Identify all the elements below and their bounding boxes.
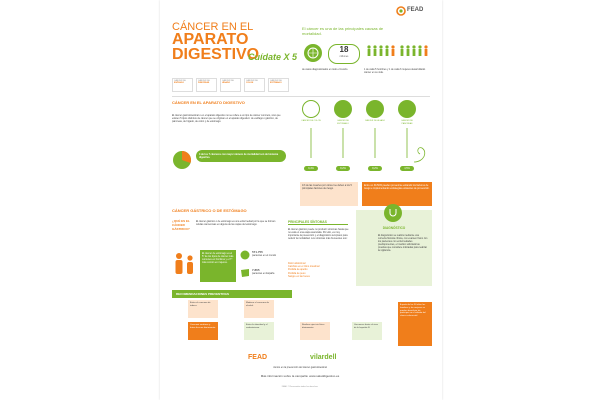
symptom-item: Pérdida de apetito	[288, 268, 308, 272]
diagnosis-box	[356, 210, 432, 286]
stomach-circle	[334, 100, 352, 118]
diagnosis-icon	[384, 204, 402, 222]
spain-stat-number: 7.865	[252, 268, 260, 272]
fead-logo	[396, 6, 436, 16]
pct-colon: 9,4%	[304, 166, 318, 171]
title-line-3: DIGESTIVO	[172, 46, 260, 63]
globe-icon	[304, 44, 322, 62]
footer-more-info[interactable]: Más información sobre la campaña: www.saluddigestivo.es	[260, 374, 340, 378]
tab-higado: CÁNCER DE HÍGADO	[220, 78, 241, 92]
reco-item: Evitar el consumo de tabaco.	[188, 300, 218, 318]
people-icon	[366, 44, 428, 58]
reco-item: Moderar el consumo de alcohol.	[244, 300, 274, 318]
poster	[160, 0, 442, 400]
people-icons	[366, 44, 428, 58]
pancreas-circle	[398, 100, 416, 118]
organ-label-stomach: CÁNCER DE ESTÓMAGO	[337, 120, 349, 125]
intro-text: El cáncer es una de las principales causas de mortalidad.	[302, 26, 384, 36]
gastric-definition: El cáncer gástrico o de estómago es una enfermedad por la que se forman células cancerosas en alguna de las capas del estómago.	[196, 220, 276, 226]
symptom-item: Pérdida de peso	[288, 271, 306, 275]
digestive-heading: CÁNCER EN EL APARATO DIGESTIVO	[172, 100, 245, 105]
fead-logo-text: FEAD	[407, 7, 424, 13]
reco-item: A partir de los 50 años los hombres y las mujeres se pueden beneficiar de participar en el cribado del cáncer colorrectal.	[398, 302, 432, 346]
digestive-text: El cáncer gastrointestinal o en el aparato digestivo no se refiere a un tipo de cáncer concreto, sino que existen 5 tipos distintos de cáncer que se originan en el aparato digestivo: de esófago o gástrico, de páncreas, de hígado, de colon y de estómago.	[172, 114, 281, 123]
spain-stat-text: pacientes en España	[252, 272, 275, 275]
organs-row	[300, 100, 434, 180]
stethoscope-icon	[384, 204, 402, 222]
spain-map-icon	[240, 268, 250, 278]
tab-pancreas: CÁNCER DE PÁNCREAS	[196, 78, 217, 92]
symptom-item: Cambios en el ritmo intestinal	[288, 265, 320, 269]
footer-logos	[248, 354, 358, 366]
cancer-types-row	[172, 78, 289, 92]
pie-chart-icon	[172, 150, 192, 170]
symptom-item: Dolor abdominal	[288, 262, 306, 265]
world-stat-text: pacientes en el mundo	[252, 254, 277, 257]
organ-label-liver: CÁNCER DE HÍGADO	[364, 120, 386, 122]
page-title	[172, 22, 259, 62]
symptom-item: Sangre en las heces	[288, 274, 310, 278]
green-stat-box: El cáncer de estómago es el 5º de los tipos de cáncer más comunes en hombres y el 7º más común en mujeres.	[200, 250, 236, 282]
tab-estomago: CÁNCER DE ESTÓMAGO	[268, 78, 289, 92]
symptoms-text: El cáncer gástrico puede no producir síntomas hasta que no está en una etapa avanzada. Por ello, es muy importante la prevención y el diagnóstico temprano para reducir la mortalidad. Los síntomas más frecuentes son:	[288, 228, 349, 240]
intro-caption-left: de casos diagnosticados en todo el mundo.	[302, 68, 348, 71]
subtitle: Cuídate X 5	[248, 52, 298, 62]
fead-logo-icon	[396, 6, 406, 16]
organ-label-pancreas: CÁNCER DE PÁNCREAS	[401, 120, 413, 125]
gastric-heading: CÁNCER GÁSTRICO O DE ESTÓMAGO	[172, 208, 247, 213]
tab-colon: CÁNCER DE COLON	[244, 78, 265, 92]
diagnosis-title: DIAGNÓSTICO	[382, 226, 406, 230]
liver-circle	[366, 100, 384, 118]
question-box: ¿QUÉ ES EL CÁNCER GÁSTRICO?	[172, 219, 190, 231]
stat-right: Entre un 30-50% pueden prevenirse evitando los factores de riesgo e implementando estrategias existentes de prevención.	[362, 182, 432, 206]
diagnosis-text: El diagnóstico se realiza mediante una correcta historia clínica, con examen físico. En los pacientes con enfermedades predisponentes, el médico solicitará las pruebas que considere indicadas para realizar la vigilancia.	[378, 234, 428, 252]
spain-map	[172, 250, 198, 282]
digestive-callout: 4 de los 7 cánceres con mayor número de mortalidad son del sistema digestivo.	[196, 150, 286, 162]
big-number: 18 millones	[328, 44, 360, 64]
colon-circle	[302, 100, 320, 118]
footer-logo-fead: FEAD	[248, 354, 268, 361]
organ-stems	[300, 128, 434, 168]
divider	[172, 96, 430, 97]
title-line-2: APARATO	[172, 31, 249, 48]
footer-logo-vilardell: vilardell	[310, 354, 337, 361]
title-line-1: CÁNCER EN EL	[172, 21, 254, 33]
reco-item: Vacunarse frente al virus de la hepatitis B	[352, 322, 382, 340]
stat-left: 1/3 de las muertes por cáncer se deben a los 5 principales factores de riesgo.	[300, 182, 358, 206]
pct-liver: 8,2%	[368, 166, 382, 171]
stem-lines	[300, 128, 434, 168]
pie-icon	[172, 150, 192, 170]
symptoms-list	[288, 262, 350, 278]
pct-stomach: 8,2%	[336, 166, 350, 171]
pct-pancreas: 4,5%	[400, 166, 414, 171]
intro-caption-right: 1 de cada 5 hombres y 1 de cada 6 mujeres desarrollarán cáncer en su vida.	[364, 68, 426, 74]
reco-item: Realizar ejercicio físico diariamente.	[300, 322, 330, 340]
footer-tagline: Juntos en la prevención del cáncer gastrointestinal	[273, 366, 327, 369]
world-stat-number: 571.755	[252, 250, 263, 254]
people-group-icon	[172, 250, 198, 282]
symptoms-title: PRINCIPALES SÍNTOMAS	[288, 220, 348, 225]
footer-copyright: FEAD © Reservados todos los derechos.	[281, 386, 319, 388]
world-icon	[240, 250, 250, 260]
reco-item: Evitar la obesidad y el sedentarismo.	[244, 322, 274, 340]
recommendations-grid	[172, 300, 432, 350]
organ-label-colon: CÁNCER DE COLON	[301, 120, 321, 122]
tab-esofago: CÁNCER DE ESÓFAGO	[172, 78, 193, 92]
reco-item: Consumir verduras y frutas frescas diariamente.	[188, 322, 218, 340]
recommendations-heading: RECOMENDACIONES PREVENTIVAS	[172, 290, 292, 298]
globe-circle	[304, 44, 322, 62]
